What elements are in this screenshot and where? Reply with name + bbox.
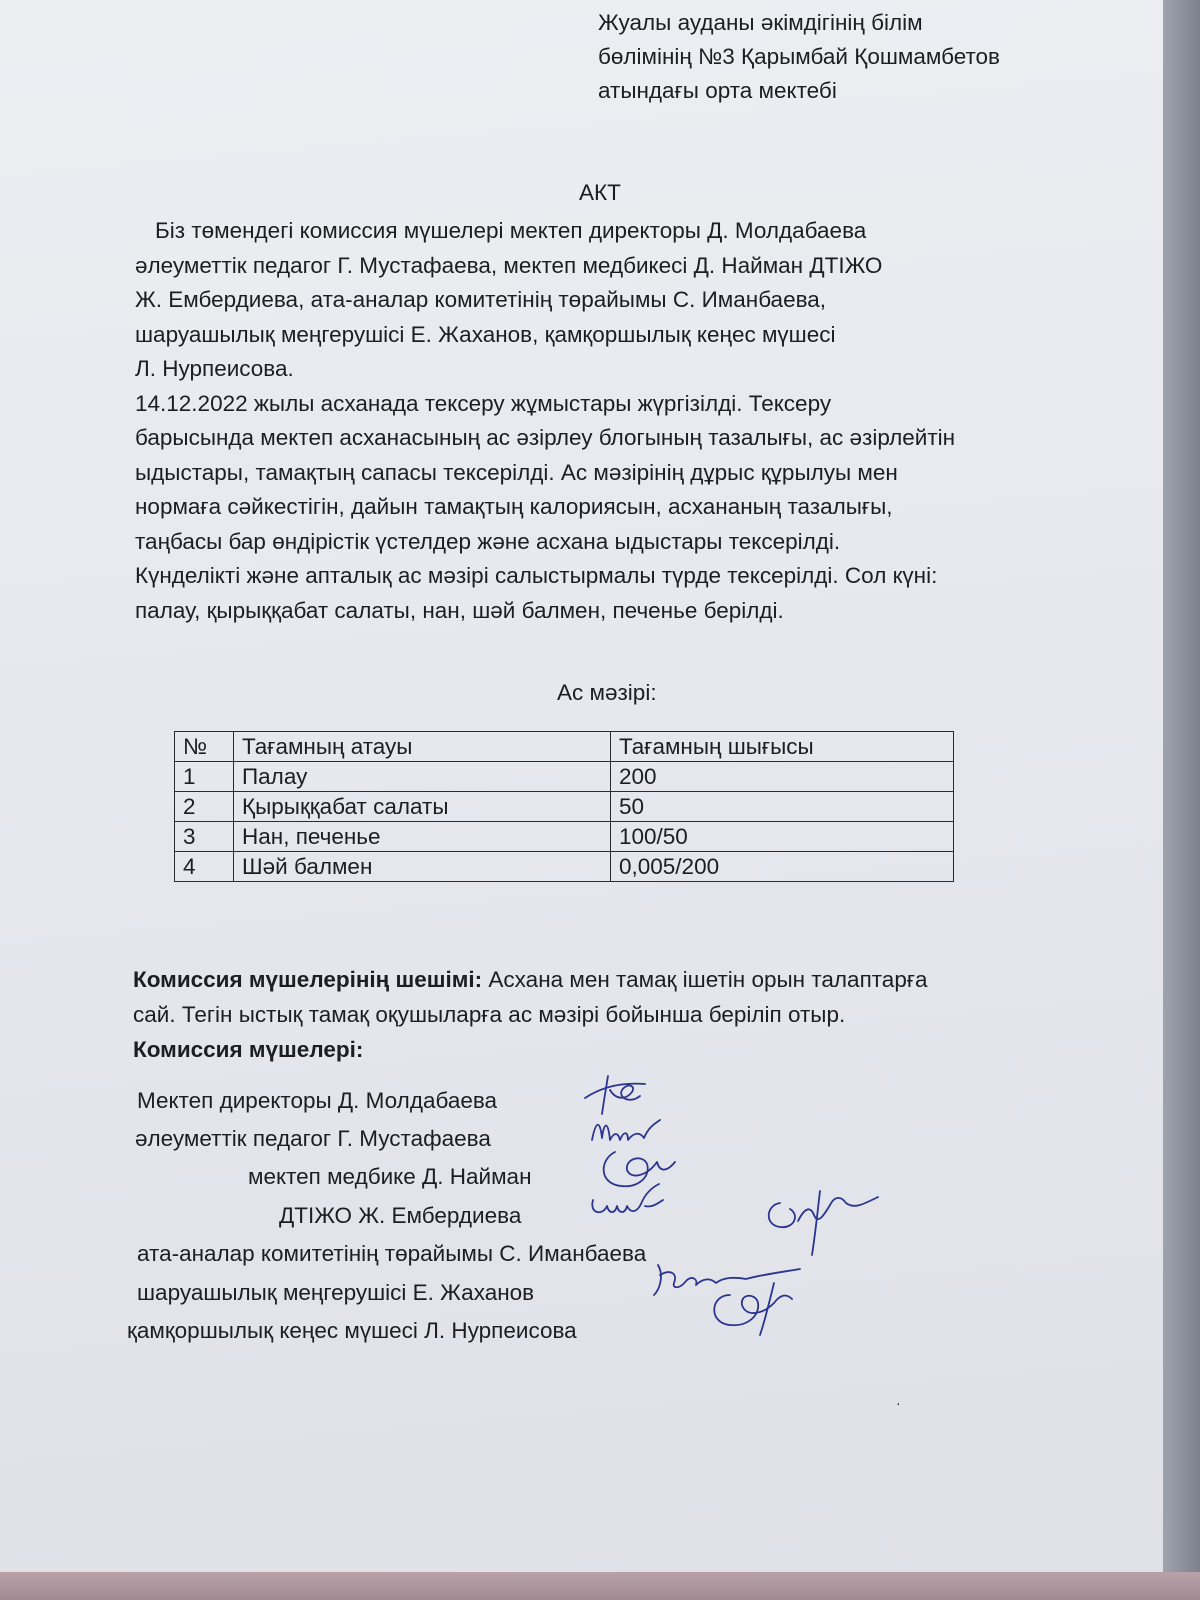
body-line: ыдыстары, тамақтың сапасы тексерілді. Ас мәзірінің дұрыс құрылуы мен	[135, 459, 898, 485]
table-cell: 2	[175, 792, 234, 822]
body-line: шаруашылық меңгерушісі Е. Жаханов, қамқоршылық кеңес мүшесі	[135, 321, 836, 347]
body-line: 14.12.2022 жылы асханада тексеру жұмыстары жүргізілді. Тексеру	[135, 390, 832, 416]
body-line: Л. Нурпеисова.	[135, 356, 294, 381]
table-cell: 50	[611, 792, 954, 822]
body-line: Күнделікті және апталық ас мәзірі салыстырмалы түрде тексерілді. Сол күні:	[135, 563, 938, 588]
menu-table	[174, 731, 954, 882]
decision-label: Комиссия мүшелерінің шешімі:	[133, 967, 483, 992]
body-line: Біз төмендегі комиссия мүшелері мектеп директоры Д. Молдабаева	[155, 218, 867, 243]
header-line: Жуалы ауданы әкімдігінің білім	[598, 10, 923, 35]
column-header: Тағамның шығысы	[611, 732, 954, 762]
member-board-of-trustees: қамқоршылық кеңес мүшесі Л. Нурпеисова	[127, 1318, 577, 1343]
member-parents-committee: ата-аналар комитетінің төрайымы С. Иманбаева	[137, 1241, 647, 1266]
member-nurse: мектеп медбике Д. Найман	[248, 1164, 532, 1189]
table-surface	[0, 1572, 1200, 1600]
body-line: палау, қырыққабат салаты, нан, шәй балмен, печенье берілді.	[135, 597, 784, 623]
signature-parents-committee	[760, 1185, 890, 1260]
column-header: №	[175, 732, 234, 762]
decision-text: Асхана мен тамақ ішетін орын талаптарға	[482, 967, 928, 992]
table-cell: Шәй балмен	[234, 852, 611, 882]
body-line: нормаға сәйкестігін, дайын тамақтың калориясын, асхананың тазалығы,	[135, 494, 893, 519]
table-row	[175, 792, 954, 822]
table-row	[175, 852, 954, 882]
member-household-manager: шаруашылық меңгерушісі Е. Жаханов	[137, 1280, 535, 1305]
table-cell: Нан, печенье	[234, 822, 611, 852]
member-social-pedagogue: әлеуметтік педагог Г. Мустафаева	[135, 1126, 491, 1151]
header-line: бөлімінің №3 Қарымбай Қошмамбетов	[598, 44, 1001, 69]
table-row	[175, 822, 954, 852]
school-header	[598, 6, 1000, 108]
body-line: Ж. Ембердиева, ата-аналар комитетінің төрайымы С. Иманбаева,	[135, 287, 827, 312]
decision-text: сай. Тегін ыстық тамақ оқушыларға ас мәзірі бойынша беріліп отыр.	[133, 1002, 846, 1027]
table-cell: 1	[175, 762, 234, 792]
table-cell: 3	[175, 822, 234, 852]
commission-decision	[133, 962, 928, 1067]
table-cell: 100/50	[611, 822, 954, 852]
document-title: АКТ	[579, 180, 621, 205]
act-body	[135, 214, 955, 628]
signature-board-of-trustees	[700, 1275, 810, 1340]
table-cell: Қырыққабат салаты	[234, 792, 611, 822]
page-edge-shadow	[1163, 0, 1200, 1600]
signature-dtizho	[585, 1180, 675, 1225]
body-line: таңбасы бар өндірістік үстелдер және асхана ыдыстары тексерілді.	[135, 528, 841, 554]
table-cell: Палау	[234, 762, 611, 792]
body-line: әлеуметтік педагог Г. Мустафаева, мектеп медбикесі Д. Найман ДТІЖО	[135, 252, 883, 278]
body-line: барысында мектеп асханасының ас әзірлеу блогының тазалығы, ас әзірлейтін	[135, 425, 956, 450]
column-header: Тағамның атауы	[234, 732, 611, 762]
menu-caption: Ас мәзірі:	[557, 680, 657, 705]
mark-dot: ·	[896, 1395, 901, 1411]
table-cell: 4	[175, 852, 234, 882]
table-header-row	[175, 732, 954, 762]
member-director: Мектеп директоры Д. Молдабаева	[137, 1088, 498, 1113]
table-cell: 0,005/200	[611, 852, 954, 882]
table-row	[175, 762, 954, 792]
member-dtizho: ДТІЖО Ж. Ембердиева	[279, 1203, 522, 1228]
members-label: Комиссия мүшелері:	[133, 1037, 364, 1062]
table-cell: 200	[611, 762, 954, 792]
header-line: атындағы орта мектебі	[598, 78, 837, 103]
